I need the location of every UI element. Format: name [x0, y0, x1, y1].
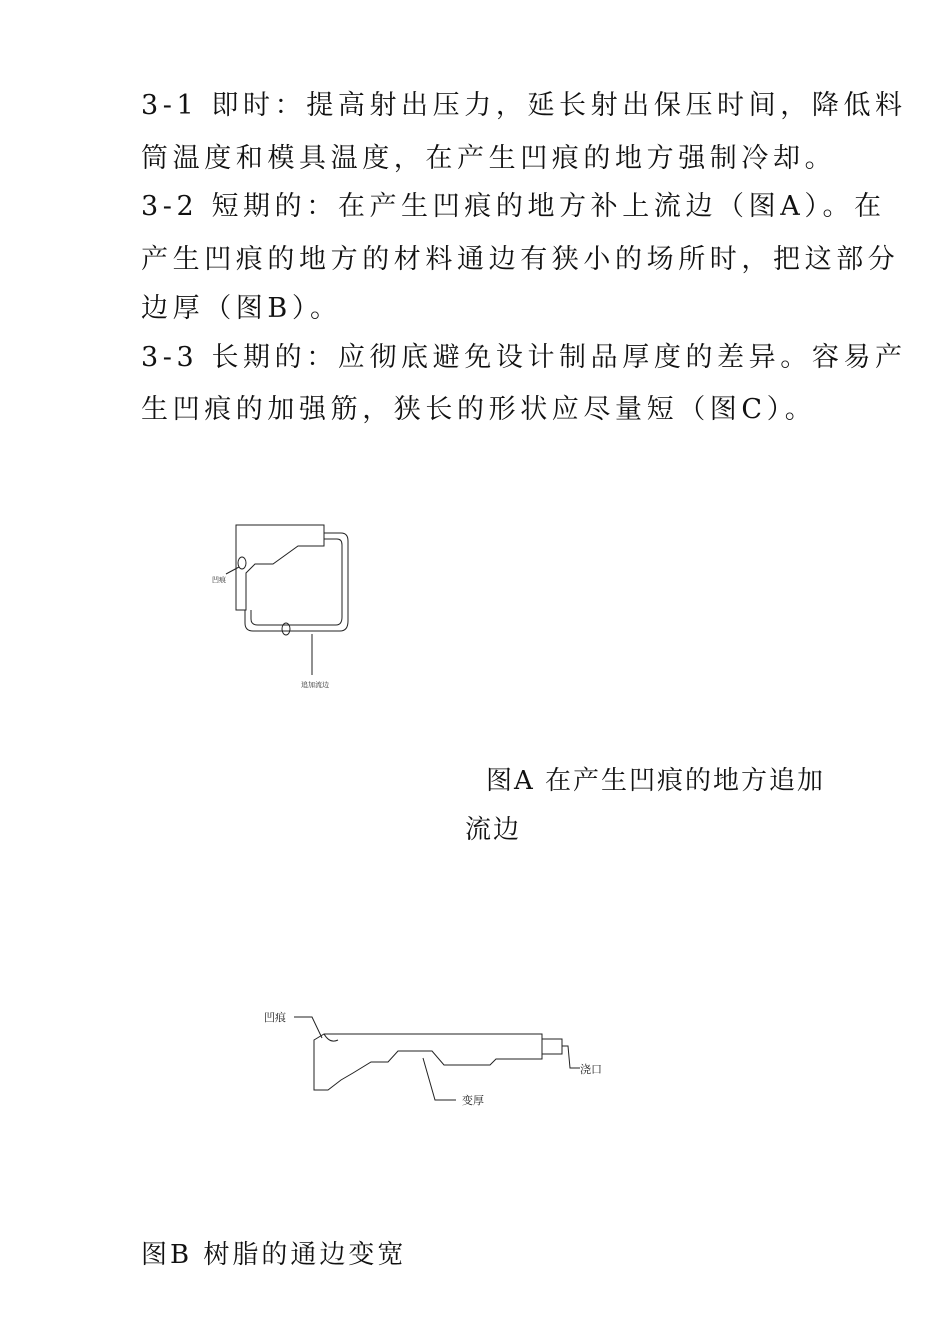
flow-channel-inner	[251, 539, 342, 625]
figure-b-gate-label: 浇口	[580, 1063, 602, 1076]
figure-b-dent-label: 凹痕	[264, 1011, 286, 1024]
text-line: 筒温度和模具温度，在产生凹痕的地方强制冷却。	[141, 143, 837, 174]
gate-sprue	[542, 1039, 562, 1054]
figure-a-diagram	[200, 515, 370, 695]
dent-notch	[324, 1034, 338, 1041]
figure-b-thicken-label: 变厚	[462, 1094, 484, 1107]
text-line: 3-3 长期的：应彻底避免设计制品厚度的差异。容易产	[141, 342, 907, 373]
text-line: 3-2 短期的：在产生凹痕的地方补上流边（图A）。在	[141, 191, 886, 222]
caption-line: 流边	[465, 815, 522, 845]
figure-a-added-flow-label: 追加流边	[301, 681, 329, 689]
part-profile	[314, 1034, 542, 1090]
figure-b-diagram	[250, 1000, 620, 1120]
text-line: 生凹痕的加强筋，狭长的形状应尽量短（图C）。	[141, 394, 817, 425]
caption-line: 图A 在产生凹痕的地方追加	[486, 766, 826, 796]
flow-channel-outer	[245, 533, 348, 631]
figure-a-dent-label: 凹痕	[212, 576, 226, 584]
figure-b-caption: 图B 树脂的通边变宽	[141, 1240, 407, 1270]
part-outline	[236, 525, 324, 610]
text-line: 边厚（图B）。	[141, 293, 342, 324]
dent-circle	[238, 557, 246, 569]
text-line: 产生凹痕的地方的材料通边有狭小的场所时，把这部分	[141, 244, 900, 275]
text-line: 3-1 即时：提高射出压力，延长射出保压时间，降低料	[141, 90, 907, 121]
